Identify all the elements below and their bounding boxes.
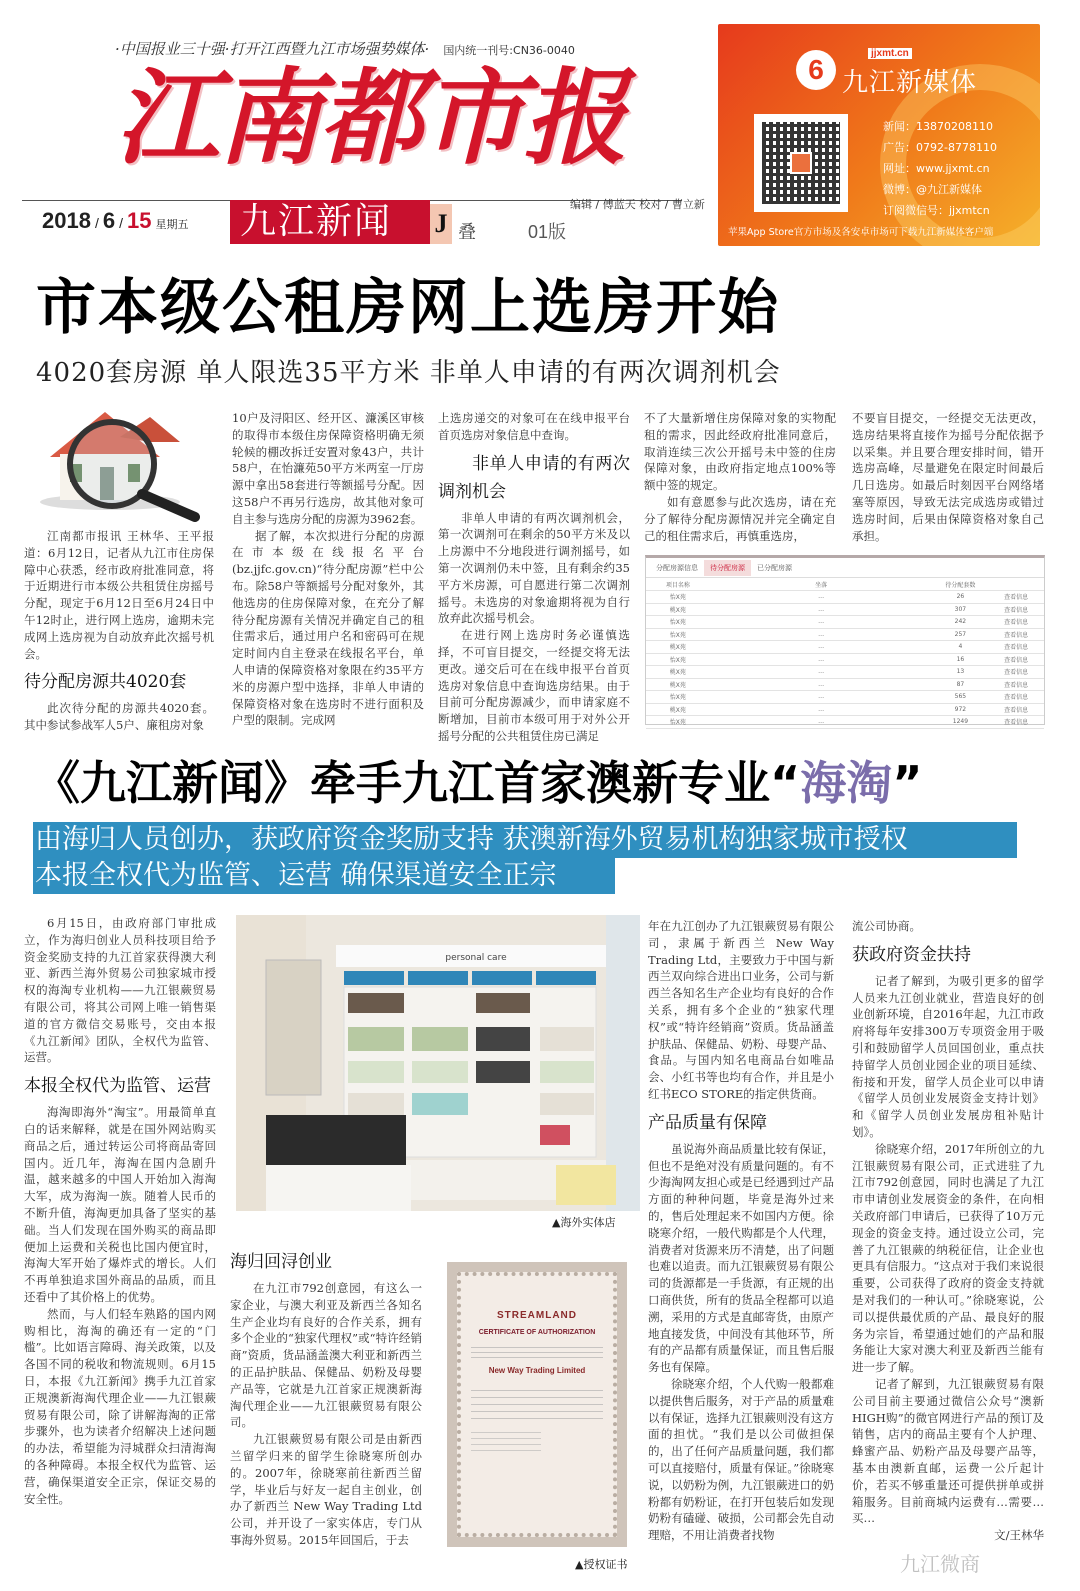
- story2-deck-1: 由海归人员创办，获政府资金奖励支持 获澳新海外贸易机构独家城市授权: [33, 822, 1017, 858]
- col-location: 坐落: [710, 578, 933, 591]
- cell: 13: [933, 666, 989, 679]
- story1-column-4: [644, 410, 836, 544]
- headline-accent: 海淘: [800, 756, 893, 810]
- cell: 26: [933, 591, 989, 604]
- paragraph: 徐晓寒介绍，2017年所创立的九江银蕨贸易有限公司，正式进驻了九江市792创意园，同时也满足了九江市申请创业发展资金的条件，在向相关政府部门申请后，已获得了10万元现金的资金支持。通过设立公司，完善了九江银蕨的纳税征信，让企业也更具有信服力。“这点对于我们来说很重要，公司获得了政府的资金支持就是对我们的一种认可。”徐晓寒说，公司以提供最优质的产品、最良好的服务为宗旨，希望通过她们的产品和服务能让大家对澳大利亚及新西兰能有进一步了解。: [852, 1141, 1044, 1375]
- cell: 257: [933, 628, 989, 641]
- tab-allocation-info[interactable]: 分配房源信息: [656, 563, 698, 572]
- cell: …: [710, 653, 933, 666]
- byline: 江南都市报讯 王林华、王平报道：: [24, 529, 214, 560]
- ad-news-phone: 新闻：13870208110: [883, 120, 993, 133]
- cell: 4: [933, 641, 989, 654]
- story2-column-a: [24, 915, 216, 1507]
- paragraph: 然而，与人们轻车熟路的国内网购相比，海淘的确还有一定的“门槛”。比如语言障碍、海关政策，以及各国不同的税收和物流规则。6月15日，本报《九江新闻》携手九江首家正规澳新海淘代理企业——九江银蕨贸易有限公司，除了讲解海淘的正常步骤外，也为读者介绍解决上述问题的办法，希望能为浔城群众扫清海淘的各种障碍。本报全权代为监管、运营，确保渠道安全正宗，保证交易的安全性。: [24, 1306, 216, 1506]
- housing-allocation-table: [645, 555, 1045, 725]
- cell: 桃X苑: [646, 703, 710, 716]
- story1-subhead: 4020套房源 单人限选35平方米 非单人申请的有两次调剂机会: [36, 358, 781, 388]
- cell: …: [710, 666, 933, 679]
- ad-brand: 九江新媒体: [842, 68, 978, 98]
- story2-deck-2: 本报全权代为监管、运营 确保渠道安全正宗: [33, 858, 615, 894]
- paragraph: 上选房递交的对象可在在线申报平台首页选房对象信息中查询。: [438, 411, 630, 442]
- paragraph: 九江银蕨贸易有限公司是由新西兰留学归来的留学生徐晓寒所创办的。2007年，徐晓寒前往新西兰留学，毕业后与好友一起自主创业，创办了新西兰 New Way Trading Ltd公司，并开设了一家实体店，专门从事海外贸易。2015年回国后，于去: [230, 1432, 422, 1547]
- ad-ad-phone: 广告：0792-8778110: [883, 141, 997, 154]
- date-month: 6: [102, 208, 116, 233]
- cell: 怡X苑: [646, 716, 710, 729]
- table-row: [646, 691, 1044, 704]
- cell: 怡X苑: [646, 691, 710, 704]
- ad-website[interactable]: 网址：www.jjxmt.cn: [883, 162, 990, 175]
- cell: …: [710, 628, 933, 641]
- view-link[interactable]: 查看信息: [988, 691, 1044, 704]
- table-tabs: [646, 558, 1044, 578]
- cell: …: [710, 678, 933, 691]
- cell: …: [710, 616, 933, 629]
- cell: …: [710, 703, 933, 716]
- cell: …: [710, 603, 933, 616]
- cell: 565: [933, 691, 989, 704]
- cell: 怡X苑: [646, 628, 710, 641]
- table-row: [646, 591, 1044, 604]
- paragraph: 在九江市792创意园，有这么一家企业，与澳大利亚及新西兰各知名生产企业均有良好的合作关系，拥有多个企业的“独家代理权”或“特许经销商”资质，货品涵盖澳大利亚和新西兰的正品护肤品、保健品、奶粉及母婴产品等，它就是九江首家正规澳新海淘代理企业——九江银蕨贸易有限公司。: [230, 1281, 422, 1430]
- headline-close-quote: ”: [892, 756, 923, 810]
- lead-paragraph: 6月12日，记者从九江市住房保障中心获悉，经市政府批准同意，将于近期进行市本级公共租赁住房摇号分配，现定于6月12日至6月24日中午12时止，进行网上选房，逾期未完成网上选房视为自动放弃此次摇号机会。: [24, 545, 215, 661]
- cell: …: [710, 716, 933, 729]
- subhead-full-authority: 本报全权代为监管、运营: [24, 1076, 211, 1097]
- table-header-row: [646, 578, 1044, 591]
- col-count: 待分配套数: [933, 578, 989, 591]
- subhead-two-adjustments: 非单人申请的有两次调剂机会: [438, 453, 630, 502]
- editor-credits: 编辑 / 傅蓝天 校对 / 曹立新: [570, 198, 705, 211]
- paragraph: 6月15日，由政府部门审批成立，作为海归创业人员科技项目给予资金奖励支持的九江首家获得澳大利亚、新西兰海外贸易公司独家城市授权的海淘专业机构——九江银蕨贸易有限公司，将其公司网上唯一销售渠道的官方微信交易账号，交由本报《九江新闻》团队，全权代为监管、运营。: [24, 916, 216, 1065]
- ad-wechat: 订阅微信号：jjxmtcn: [883, 204, 990, 217]
- story1-headline: 市本级公租房网上选房开始: [36, 273, 780, 343]
- overseas-store-photo: [236, 915, 640, 1211]
- paragraph: 流公司协商。: [852, 919, 921, 933]
- cell: 桃X苑: [646, 678, 710, 691]
- paragraph: 海淘即海外“淘宝”。用最简单直白的话来解释，就是在国外网站购买商品之后，通过转运公司将商品寄回国内。近几年，海淘在国内急剧升温，越来越多的中国人开始加入海淘大军，成为海淘一族。随着人民币的不断升值，海淘更加具备了坚实的基础。当人们发现在国外购买的商品即便加上运费和关税也比国内便宜时，海淘大军开始了爆炸式的增长。人们不再单独追求国外商品的品质，而且还看中了其价格上的优势。: [24, 1105, 216, 1304]
- store-photo-caption: ▲海外实体店: [552, 1216, 616, 1229]
- story2-column-b: [230, 1242, 422, 1549]
- date-year: 2018: [42, 208, 91, 233]
- slogan-text: ·中国报业三十强·打开江西暨九江市场强势媒体·: [115, 40, 430, 58]
- story2-column-c: [648, 918, 834, 1544]
- subhead-available-housing: 待分配房源共4020套: [24, 672, 187, 693]
- subhead-quality-guarantee: 产品质量有保障: [648, 1112, 767, 1133]
- paragraph: 据了解，本次拟进行分配的房源在市本级在线报名平台(bz.jjfc.gov.cn)“待分配房源”栏中公布。除58户等额摇号分配对象外，其他选房的住房保障对象，在充分了解待分配房源有关情况并确定自己的租住需求后，通过用户名和密码可在规定时间内自主登录在线报名平台，单人申请的保障资格对象限在约35平方米的房源户型中选择，非单人申请的保障资格对象在选房时不进行面积及户型的限制。完成网: [232, 528, 424, 728]
- view-link[interactable]: 查看信息: [988, 616, 1044, 629]
- cell: 怡X苑: [646, 616, 710, 629]
- view-link[interactable]: 查看信息: [988, 628, 1044, 641]
- table-row: [646, 616, 1044, 629]
- jjxmt-logo-icon: 6: [796, 50, 836, 90]
- paragraph: 徐晓寒介绍，个人代购一般都难以提供售后服务，对于产品的质量难以有保证，选择九江银蕨则没有这方面的担忧。“我们是以公司做担保的，出了任何产品质量问题，我们都可以直接赔付，质量有保证。”徐晓寒说，以奶粉为例，九江银蕨进口的奶粉都有奶粉证，在打开包装后如发现奶粉有磕碰、破损，公司都会先自动理赔，不用让消费者找物: [648, 1376, 834, 1543]
- paragraph: 虽说海外商品质量比较有保证，但也不是绝对没有质量问题的。有不少海淘网友担心或是已经遇到过产品方面的种种问题，毕竟是海外过来的，售后处理起来不如国内方便。徐晓寒介绍，一般代购都是个人代理，消费者对货源来历不清楚，出了问题也难以追责。而九江银蕨贸易有限公司的货源都是一手货源，有正规的出口商供货，所有的货品全程都可以追溯，采用的方式是直邮寄货，由原产地直接发货，中间没有其他环节，所有的产品都有质量保证，而且售后服务也有保障。: [648, 1141, 834, 1375]
- cell: 桃X苑: [646, 603, 710, 616]
- table-row: [646, 703, 1044, 716]
- story2-column-d: [852, 918, 1044, 1544]
- issn-number: 国内统一刊号:CN36-0040: [443, 44, 575, 57]
- ad-domain: jjxmt.cn: [868, 48, 912, 59]
- table-row: [646, 678, 1044, 691]
- table-row: [646, 666, 1044, 679]
- cell: 怡X苑: [646, 591, 710, 604]
- subhead-returnee-startup: 海归回浔创业: [230, 1252, 332, 1272]
- headline-text: 《九江新闻》牵手九江首家澳新专业“: [34, 756, 801, 810]
- section-title: 九江新闻: [230, 200, 430, 244]
- ad-weibo: 微博：@九江新媒体: [883, 183, 982, 196]
- view-link[interactable]: 查看信息: [988, 703, 1044, 716]
- cell: 16: [933, 653, 989, 666]
- story1-column-5: [852, 410, 1044, 544]
- col-action: [988, 578, 1044, 591]
- issue-date: 2018 / 6 / 15 星期五: [42, 208, 189, 233]
- cell: …: [710, 691, 933, 704]
- view-link[interactable]: 查看信息: [988, 591, 1044, 604]
- housing-table: [646, 578, 1044, 729]
- view-link[interactable]: 查看信息: [988, 603, 1044, 616]
- story2-headline: [34, 748, 922, 818]
- date-day: 15: [126, 208, 152, 233]
- story1-column-2: [232, 410, 424, 729]
- paragraph: 在进行网上选房时务必谨慎选择，不可盲目提交，一经提交将无法更改。递交后可在在线申报平台首页选房对象信息中查询选房结果。由于目前可分配房源减少，而申请家庭不断增加，目前市本级可用于对外公开摇号分配的公共租赁住房已满足: [438, 628, 630, 743]
- tab-pending-housing[interactable]: 待分配房源: [704, 560, 751, 576]
- cell: 1249: [933, 716, 989, 729]
- qr-code-icon[interactable]: [754, 114, 848, 212]
- authorization-certificate-image: [447, 1262, 627, 1547]
- table-row: [646, 716, 1044, 729]
- cell: 87: [933, 678, 989, 691]
- wechat-watermark: 九江微商: [900, 1552, 980, 1576]
- newspaper-masthead: 江南都市报: [115, 56, 626, 179]
- jjxmt-ad[interactable]: [718, 24, 1040, 246]
- view-link[interactable]: 查看信息: [988, 716, 1044, 729]
- paragraph: 非单人申请的有两次调剂机会，第一次调剂可在剩余的50平方米及以上房源中不分地段进行调剂摇号，如第一次调剂仍未中签，且有剩余约35平方米房源，可自愿进行第二次调剂摇号。未选房的对象逾期将视为自行放弃此次摇号机会。: [438, 510, 630, 626]
- view-link[interactable]: 查看信息: [988, 653, 1044, 666]
- table-row: [646, 641, 1044, 654]
- cell: …: [710, 591, 933, 604]
- paragraph: 记者了解到，九江银蕨贸易有限公司目前主要通过微信公众号“澳新HIGH购”的微官网进行产品的预订及销售，店内的商品主要有个人护理、蜂蜜产品、奶粉产品及母婴产品等，基本由澳新直邮，运费一公斤起计价，若买不够重量还可提供拼单或拼箱服务。目前商城内运费有…需要…买…: [852, 1376, 1044, 1526]
- cell: 972: [933, 703, 989, 716]
- cell: 桃X苑: [646, 641, 710, 654]
- ad-footer: 苹果App Store官方市场及各安卓市场可下载九江新媒体客户端: [728, 227, 994, 238]
- table-row: [646, 603, 1044, 616]
- paragraph: 如有意愿参与此次选房，请在充分了解待分配房源情况并完全确定自己的租住需求后，再慎重选房，: [644, 494, 836, 543]
- cell: 307: [933, 603, 989, 616]
- paragraph: 不要盲目提交，一经提交无法更改，选房结果将直接作为摇号分配依据予以采集。并且要合理安排时间，错开选房高峰，尽量避免在限定时间最后几日选房。如最后时刻因平台网络堵塞等原因，导致无法完成选房或错过选房时间，后果由保障资格对象自己承担。: [852, 411, 1044, 543]
- table-row: [646, 628, 1044, 641]
- cert-recipient: New Way Trading Limited: [488, 1366, 586, 1375]
- date-weekday: 星期五: [155, 219, 189, 231]
- house-magnifier-image: [30, 402, 210, 522]
- cert-title: CERTIFICATE OF AUTHORIZATION: [478, 1329, 596, 1336]
- stack-label: 叠: [458, 222, 476, 243]
- story1-column-1: [24, 528, 214, 734]
- svg-text:personal care: personal care: [445, 953, 507, 963]
- story2-byline: 文/王林华: [994, 1528, 1044, 1543]
- cert-brand: STREAMLAND: [497, 1310, 577, 1321]
- cell: 桃X苑: [646, 666, 710, 679]
- certificate-caption: ▲授权证书: [575, 1558, 628, 1571]
- table-row: [646, 653, 1044, 666]
- section-letter: J: [430, 204, 452, 244]
- view-link[interactable]: 查看信息: [988, 666, 1044, 679]
- cell: …: [710, 641, 933, 654]
- view-link[interactable]: 查看信息: [988, 678, 1044, 691]
- subhead-gov-funding: 获政府资金扶持: [852, 944, 971, 965]
- page-number: 01版: [528, 222, 567, 242]
- ad-contact-list: [883, 116, 997, 221]
- paragraph: 年在九江创办了九江银蕨贸易有限公司，隶属于新西兰 New Way Trading Ltd，主要致力于中国与新西兰双向综合进出口业务，公司与新西兰各知名生产企业均有良好的合作关系，拥有多个企业的“独家代理权”或“特许经销商”资质。货品涵盖护肤品、保健品、奶粉、母婴产品、食品。与国内知名电商品台如唯品会、小红书等也均有合作，并且是小红书ECO STORE的指定供货商。: [648, 919, 834, 1101]
- paragraph: 记者了解到，为吸引更多的留学人员来九江创业就业，营造良好的创业创新环境，自2016年起，九江市政府将每年安排300万专项资金用于吸引和鼓励留学人员回国创业，重点扶持留学人员创业园企业的项目延续、衔接和开发，留学人员企业可以申请《留学人员创业发展资金支持计划》和《留学人员创业发展房租补贴计划》。: [852, 973, 1044, 1139]
- paragraph: 10户及浔阳区、经开区、濂溪区审核的取得市本级住房保障资格明确无须轮候的棚改拆迁安置对象43户，共计58户，在怡濂苑50平方米两室一厅房源中拿出58套进行等额摇号分配。因这58户不再另行选房，故其他对象可自主参与选房分配的房源为3962套。: [232, 411, 424, 526]
- col-project: 项目名称: [646, 578, 710, 591]
- paragraph: 不了大量新增住房保障对象的实物配租的需求，因此经政府批准同意后，取消连续三次公开摇号未中签的住房保障对象，由政府指定地点100%等额中签的规定。: [644, 411, 836, 493]
- cell: 怡X苑: [646, 653, 710, 666]
- view-link[interactable]: 查看信息: [988, 641, 1044, 654]
- cell: 242: [933, 616, 989, 629]
- tab-allocated-housing[interactable]: 已分配房源: [757, 563, 792, 572]
- paragraph: 此次待分配的房源共4020套。其中参试参战军人5户、廉租房对象: [24, 701, 214, 733]
- story1-column-3: [438, 410, 630, 745]
